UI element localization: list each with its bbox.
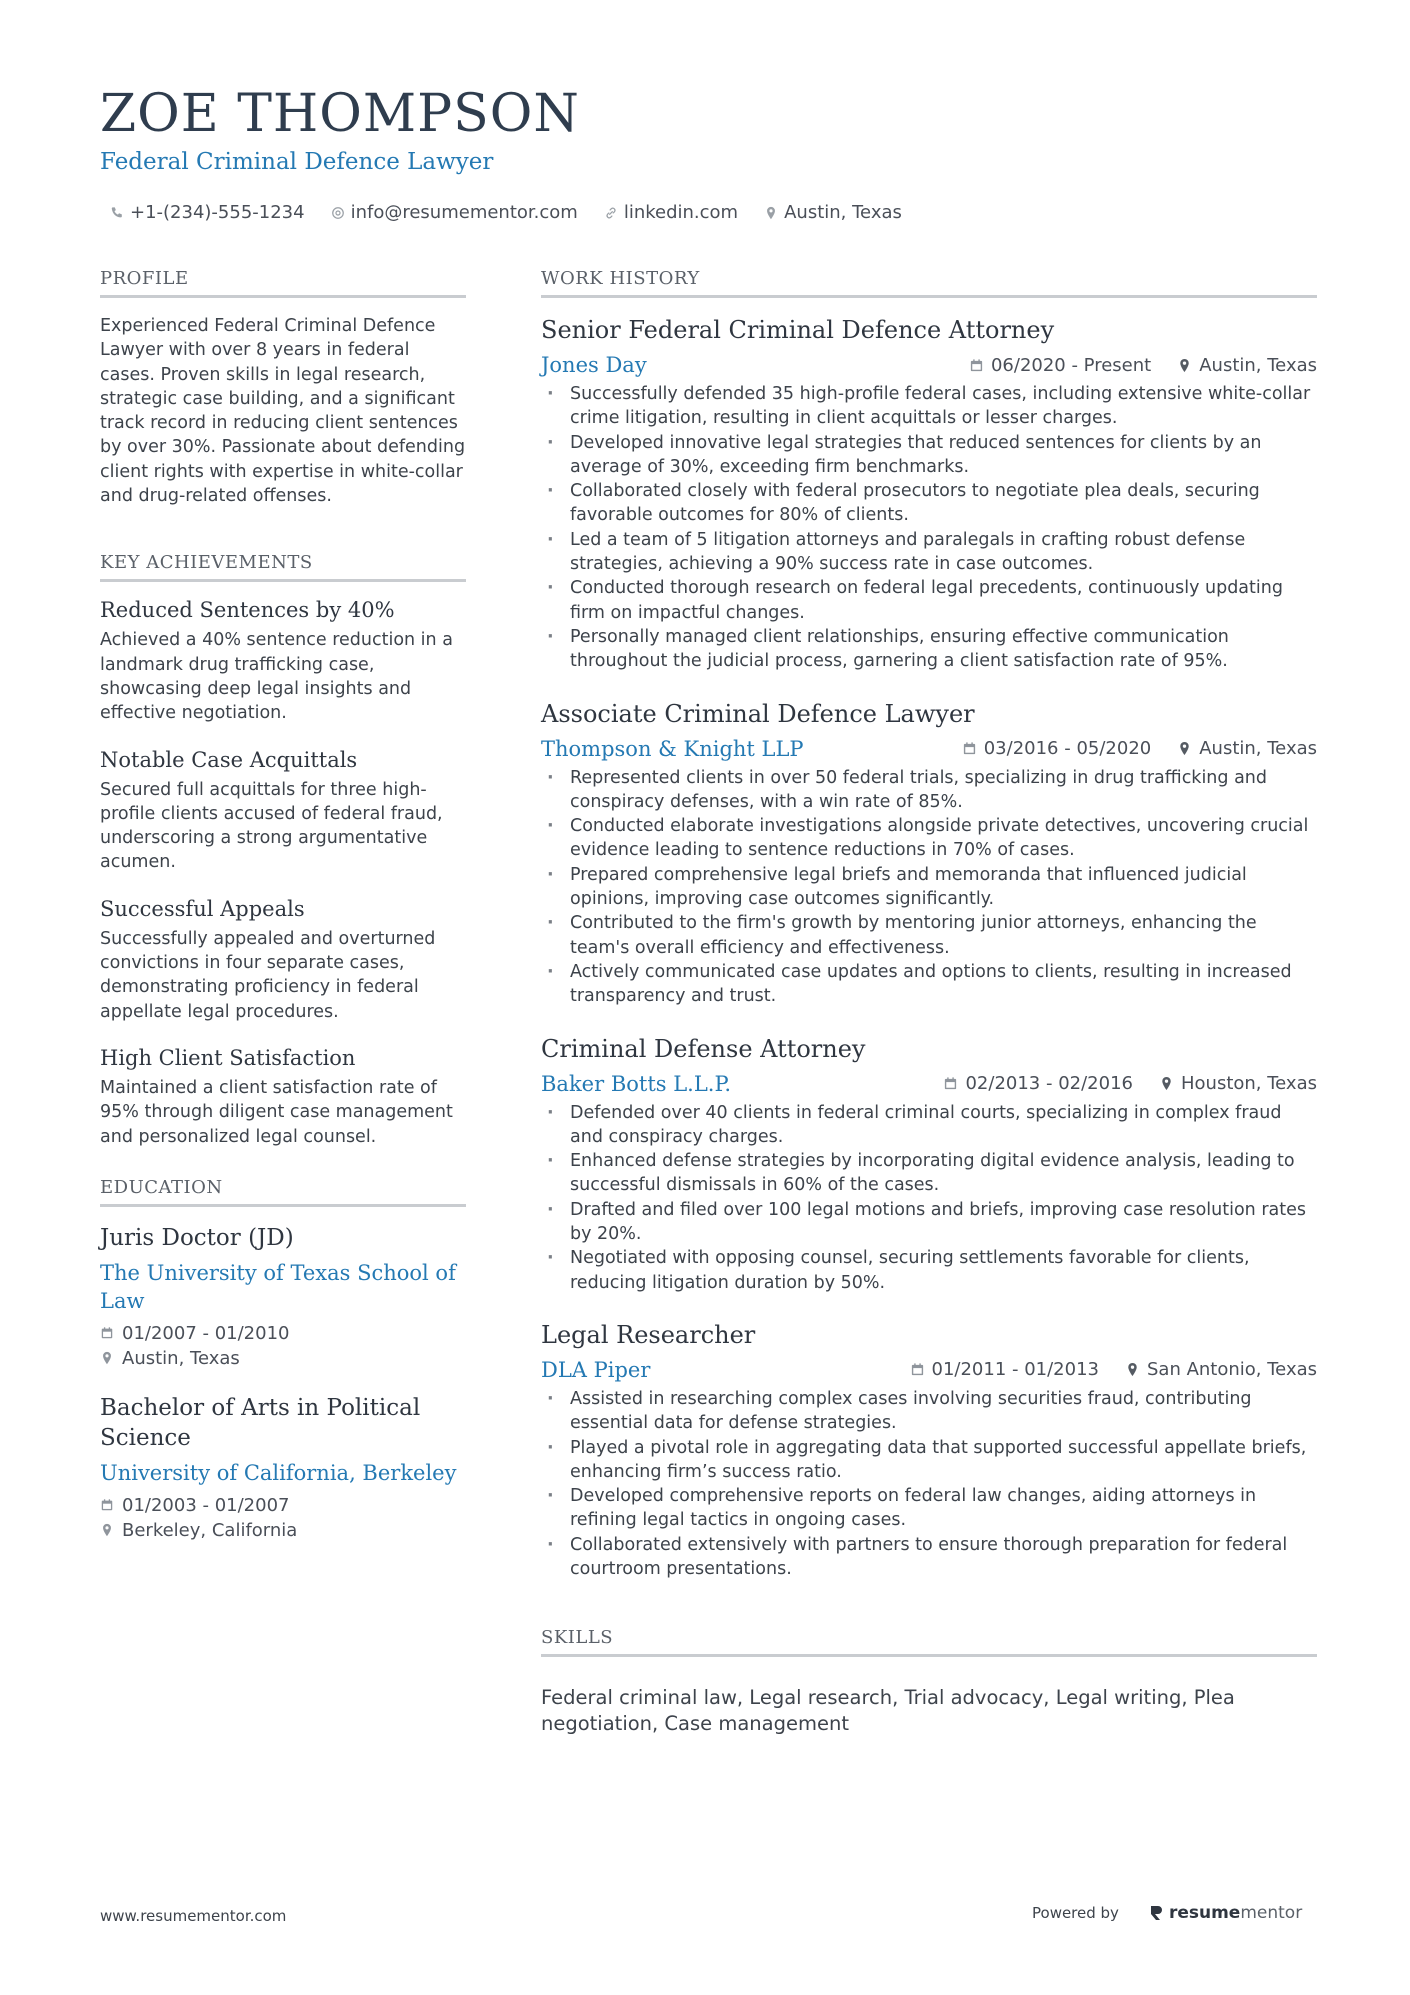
resumementor-logo-icon [1149, 1904, 1165, 1922]
job-bullet: · Developed innovative legal strategies that reduced sentences for clients by an average of 30%, exceeding firm benchmarks. [541, 431, 1317, 480]
job-dates-text: 02/2013 - 02/2016 [965, 1073, 1133, 1095]
section-title-work: WORK HISTORY [541, 268, 1317, 298]
skills-section [541, 1627, 1317, 1737]
candidate-name: ZOE THOMPSON [100, 84, 580, 144]
job-dates [943, 1073, 1133, 1094]
job-bullet: · Contributed to the firm's growth by mentoring junior attorneys, enhancing the team's overall efficiency and effectiveness. [541, 911, 1317, 960]
job-location [1125, 1359, 1317, 1380]
contact-location [764, 201, 902, 225]
job-location [1159, 1073, 1317, 1094]
job-bullet: · Conducted elaborate investigations alongside private detectives, uncovering crucial evidence leading to sentence reductions in 70% of cases. [541, 814, 1317, 863]
job-company: Jones Day [541, 353, 647, 377]
link-icon [604, 206, 618, 220]
job-bullet: · Conducted thorough research on federal legal precedents, continuously updating firm on impactful changes. [541, 576, 1317, 625]
achievement-title: High Client Satisfaction [100, 1045, 356, 1070]
job-bullet: · Actively communicated case updates and options to clients, resulting in increased transparency and trust. [541, 960, 1317, 1009]
job-bullets [541, 382, 1317, 674]
job-dates-text: 03/2016 - 05/2020 [983, 738, 1152, 760]
location-pin-icon [100, 1351, 114, 1365]
job-dates [962, 738, 1152, 759]
achievement-text: Achieved a 40% sentence reduction in a landmark drug trafficking case, showcasing deep legal insights and effective negotiation. [100, 630, 453, 724]
location-pin-icon [1159, 1076, 1174, 1091]
location-pin-icon [1125, 1362, 1140, 1377]
job-company: Baker Botts L.L.P. [541, 1071, 732, 1096]
education-degree: Juris Doctor (JD) [100, 1224, 294, 1251]
at-icon [331, 206, 345, 220]
education-item [100, 1223, 466, 1371]
education-item [100, 1393, 466, 1543]
education-dates-text: 01/2003 - 01/2007 [122, 1494, 290, 1516]
education-dates [100, 1321, 466, 1346]
job-entry [541, 314, 1317, 674]
skills-text: Federal criminal law, Legal research, Trial advocacy, Legal writing, Plea negotiation, Case management [541, 1686, 1235, 1736]
contact-phone[interactable] [110, 201, 305, 225]
work-history-section [541, 268, 1317, 1581]
section-title-education: EDUCATION [100, 1177, 466, 1207]
job-bullet: · Played a pivotal role in aggregating data that supported successful appellate briefs, enhancing firm’s success ratio. [541, 1436, 1317, 1485]
job-location [1177, 738, 1317, 759]
calendar-icon [943, 1076, 958, 1091]
achievement-item [100, 598, 466, 725]
email-text: info@resumementor.com [350, 202, 578, 223]
job-bullet: · Represented clients in over 50 federal trials, specializing in drug trafficking and conspiracy defenses, with a win rate of 85%. [541, 766, 1317, 815]
job-bullet: · Negotiated with opposing counsel, securing settlements favorable for clients, reducing litigation duration by 50%. [541, 1246, 1317, 1295]
achievement-title: Notable Case Acquittals [100, 747, 358, 772]
education-degree: Bachelor of Arts in Political Science [100, 1394, 421, 1451]
education-school: The University of Texas School of Law [100, 1260, 456, 1313]
job-bullet: · Prepared comprehensive legal briefs and memoranda that influenced judicial opinions, improving case outcomes significantly. [541, 863, 1317, 912]
candidate-role: Federal Criminal Defence Lawyer [100, 149, 494, 175]
achievement-text: Secured full acquittals for three high-profile clients accused of federal fraud, underscoring a strong argumentative acumen. [100, 779, 443, 873]
job-meta [541, 1069, 1317, 1099]
right-column [541, 268, 1317, 1737]
brand-name-bold: resume [1168, 1903, 1241, 1923]
location-pin-icon [1177, 741, 1192, 756]
job-title: Legal Researcher [541, 1320, 756, 1349]
powered-by-label: Powered by [1032, 1904, 1119, 1922]
job-meta [541, 350, 1317, 380]
education-dates [100, 1493, 466, 1518]
job-meta [541, 734, 1317, 764]
job-company: DLA Piper [541, 1357, 651, 1382]
achievement-text: Successfully appealed and overturned convictions in four separate cases, demonstrating proficiency in federal appellate legal procedures. [100, 928, 436, 1022]
phone-icon [110, 206, 124, 220]
section-title-skills: SKILLS [541, 1627, 1317, 1657]
location-pin-icon [100, 1523, 114, 1537]
job-title: Associate Criminal Defence Lawyer [541, 699, 975, 728]
job-bullet: · Collaborated extensively with partners to ensure thorough preparation for federal courtroom presentations. [541, 1533, 1317, 1582]
linkedin-text: linkedin.com [623, 202, 739, 223]
education-location-text: Austin, Texas [122, 1347, 240, 1369]
achievement-title: Reduced Sentences by 40% [100, 598, 395, 623]
job-bullet: · Drafted and filed over 100 legal motions and briefs, improving case resolution rates by 20%. [541, 1198, 1317, 1247]
calendar-icon [962, 741, 977, 756]
job-title: Criminal Defense Attorney [541, 1034, 866, 1063]
achievements-section [100, 552, 466, 1148]
job-location-text: Houston, Texas [1180, 1073, 1317, 1095]
achievement-item [100, 897, 466, 1024]
footer-website-link[interactable]: www.resumementor.com [100, 1907, 287, 1925]
location-text: Austin, Texas [784, 202, 902, 223]
left-column [100, 268, 466, 1565]
brand-logo[interactable] [1149, 1903, 1302, 1923]
job-location-text: Austin, Texas [1199, 738, 1317, 760]
job-location-text: Austin, Texas [1199, 354, 1317, 376]
job-dates [910, 1359, 1100, 1380]
section-title-achievements: KEY ACHIEVEMENTS [100, 552, 466, 582]
job-bullets [541, 1387, 1317, 1581]
brand-name-light: mentor [1240, 1903, 1303, 1923]
job-bullet: · Enhanced defense strategies by incorporating digital evidence analysis, leading to successful dismissals in 60% of the cases. [541, 1149, 1317, 1198]
location-pin-icon [1177, 358, 1192, 373]
job-bullets [541, 766, 1317, 1009]
job-dates-text: 06/2020 - Present [990, 354, 1152, 376]
contact-email[interactable] [331, 201, 578, 225]
section-title-profile: PROFILE [100, 268, 466, 298]
footer-powered-by [1032, 1903, 1302, 1923]
job-meta [541, 1355, 1317, 1385]
job-bullet: · Defended over 40 clients in federal criminal courts, specializing in complex fraud and conspiracy charges. [541, 1101, 1317, 1150]
job-dates [969, 355, 1151, 376]
job-company: Thompson & Knight LLP [541, 736, 804, 761]
job-bullet: · Successfully defended 35 high-profile federal cases, including extensive white-collar crime litigation, resulting in client acquittals or lesser charges. [541, 382, 1317, 431]
job-bullet: · Personally managed client relationships, ensuring effective communication throughout the judicial process, garnering a client satisfaction rate of 95%. [541, 625, 1317, 674]
achievement-item [100, 1046, 466, 1149]
education-school: University of California, Berkeley [100, 1460, 457, 1485]
job-bullet: · Developed comprehensive reports on federal law changes, aiding attorneys in refining legal tactics in ongoing cases. [541, 1484, 1317, 1533]
job-bullets [541, 1101, 1317, 1295]
job-entry [541, 1319, 1317, 1581]
calendar-icon [969, 358, 984, 373]
education-dates-text: 01/2007 - 01/2010 [122, 1322, 290, 1344]
contact-bar [110, 201, 902, 225]
profile-text: Experienced Federal Criminal Defence Lawyer with over 8 years in federal cases. Proven skills in legal research, strategic case building, and a significant track record in reducing client sentences by over 30%. Passionate about defending client rights with expertise in white-collar and drug-related offenses. [100, 316, 466, 507]
job-bullet: · Assisted in researching complex cases involving securities fraud, contributing essential data for defense strategies. [541, 1387, 1317, 1436]
job-dates-text: 01/2011 - 01/2013 [931, 1359, 1099, 1381]
job-bullet: · Collaborated closely with federal prosecutors to negotiate plea deals, securing favorable outcomes for 80% of clients. [541, 479, 1317, 528]
profile-section [100, 268, 466, 508]
job-location-text: San Antonio, Texas [1147, 1359, 1317, 1381]
calendar-icon [910, 1362, 925, 1377]
job-location [1177, 355, 1317, 376]
education-section [100, 1177, 466, 1543]
location-pin-icon [764, 206, 778, 220]
job-entry [541, 698, 1317, 1009]
contact-linkedin[interactable] [604, 201, 738, 225]
job-title: Senior Federal Criminal Defence Attorney [541, 316, 1055, 344]
achievement-text: Maintained a client satisfaction rate of 95% through diligent case management and personalized legal counsel. [100, 1077, 453, 1147]
phone-text: +1-(234)-555-1234 [130, 202, 305, 223]
job-entry [541, 1033, 1317, 1295]
calendar-icon [100, 1498, 114, 1512]
education-location [100, 1518, 466, 1543]
achievement-title: Successful Appeals [100, 896, 305, 921]
education-location [100, 1346, 466, 1371]
calendar-icon [100, 1326, 114, 1340]
job-bullet: · Led a team of 5 litigation attorneys and paralegals in crafting robust defense strategies, achieving a 90% success rate in case outcomes. [541, 528, 1317, 577]
achievement-item [100, 748, 466, 875]
education-location-text: Berkeley, California [122, 1519, 298, 1541]
